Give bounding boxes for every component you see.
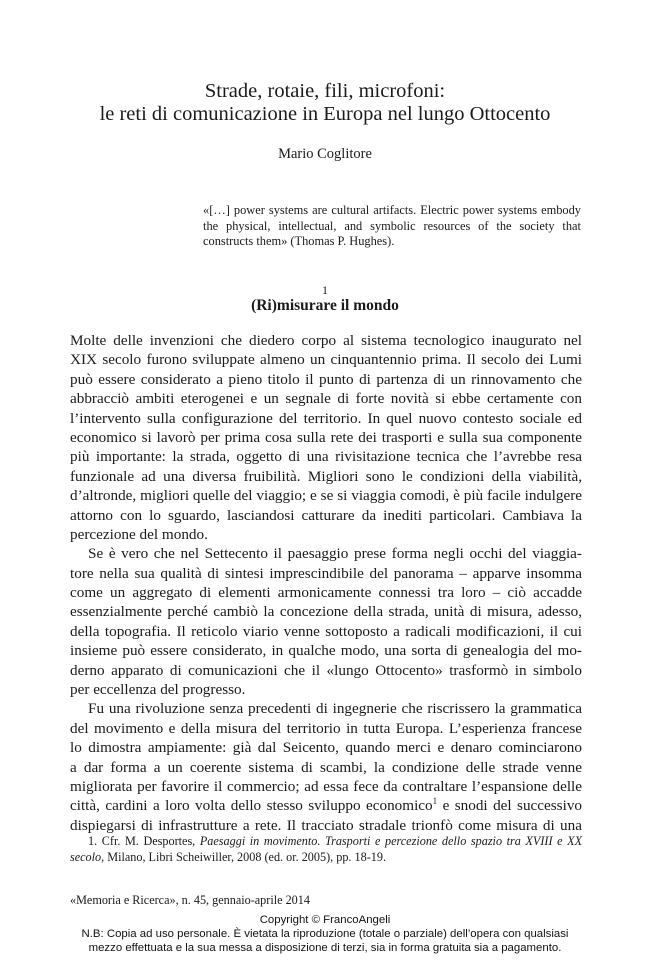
footnote-book-title-end: secolo — [70, 849, 102, 864]
title-line-2: le reti di comunicazione in Europa nel lungo Ottocento — [99, 103, 551, 125]
body-line: l’intervento sulla configurazione del territorio. In quel nuovo contesto sociale ed — [70, 409, 582, 427]
body-line: derno apparato di comunicazioni che il «lungo Ottocento» trasformò in simbolo — [70, 661, 582, 679]
footnote-number: 1. — [88, 834, 98, 848]
section-title: (Ri)misurare il mondo — [251, 297, 399, 314]
footnote-book-title: Paesaggi in movimento. Trasporti e percezione dello spazio tra XVIII e XX — [199, 834, 583, 848]
body-line: percezione del mondo. — [70, 525, 208, 543]
body-line: XIX secolo furono sviluppate almeno un cinquantennio prima. Il secolo dei Lumi — [70, 351, 582, 369]
body-line: tore nella sua qualità di sintesi imprescindibile del panorama – apparve insomma — [70, 564, 582, 582]
body-line: Se è vero che nel Settecento il paesaggio prese forma negli occhi del viaggia- — [88, 545, 582, 563]
body-line — [70, 796, 582, 815]
footnote-lead: Cfr. M. Desportes, — [101, 834, 196, 848]
body-line: Fu una rivoluzione senza precedenti di ingegnerie che riscrissero la grammatica — [88, 700, 582, 718]
body-text — [70, 331, 582, 835]
body-line: Molte delle invenzioni che diedero corpo al sistema tecnologico inaugurato nel — [70, 332, 582, 349]
body-line: economico si lavorò per prima cosa sulla rete dei trasporti e sulla sua componente — [70, 428, 582, 446]
footnote-line-1 — [70, 834, 582, 850]
author-name: Mario Coglitore — [278, 146, 372, 162]
title-line-1: Strade, rotaie, fili, microfoni: — [204, 80, 446, 102]
body-line: lo dimostra ampiamente: già dal Seicento, quando merci e denaro cominciarono — [70, 739, 582, 757]
body-line: d’altronde, migliori quelle del viaggio; e se si viaggia comodi, è più facile indulgere — [70, 487, 582, 505]
body-line: come un aggregato di elementi armonicamente connessi tra loro – ciò accadde — [70, 584, 582, 602]
copyright-line-3: mezzo effettuata e la sua messa a disposizione di terzi, sia in forma gratuita sia a pagamento. — [88, 942, 562, 954]
body-line: del movimento e della misura del territorio in tutta Europa. L’esperienza francese — [70, 719, 582, 737]
footnote-ref[interactable]: 1 — [432, 796, 438, 807]
body-line-part: città, cardini a loro volta dello stesso sviluppo economico — [70, 797, 433, 815]
footnote-line-2 — [70, 850, 582, 866]
body-line: attorno con lo sguardo, lasciandosi catturare da inediti particolari. Cambiava la — [70, 506, 582, 524]
body-line: per eccellenza del progresso. — [70, 681, 246, 699]
section-number: 1 — [322, 283, 328, 297]
footnote — [70, 834, 582, 865]
epigraph: «[…] power systems are cultural artifacts. Electric power systems embody the physical, intellectual, and symbolic resources of the society that constructs them» (Thomas P. Hughes). — [203, 203, 581, 248]
body-line: dispiegarsi di infrastrutture a rete. Il tracciato stradale trionfò come misura di una — [70, 816, 582, 834]
copyright-line-1: Copyright © FrancoAngeli — [259, 914, 391, 926]
footnote-citation: , Milano, Libri Scheiwiller, 2008 (ed. or. 2005), pp. 18-19. — [101, 849, 386, 864]
copyright-notice — [0, 913, 650, 955]
copyright-line-2: N.B: Copia ad uso personale. È vietata la riproduzione (totale o parziale) dell’opera con qualsiasi — [81, 928, 569, 940]
body-line: più importante: la strada, oggetto di una rivisitazione tecnica che l’avrebbe resa — [70, 448, 582, 466]
body-line: migliorata per favorire il commercio; ad essa fece da contraltare l’espansione delle — [70, 777, 582, 795]
body-line: della topografia. Il reticolo viario venne sottoposto a radicali modificazioni, il cui — [70, 622, 582, 640]
body-line: può essere considerato a pieno titolo il punto di partenza di un rinnovamento che — [70, 370, 582, 388]
journal-reference: «Memoria e Ricerca», n. 45, gennaio-aprile 2014 — [70, 893, 310, 907]
body-line: a dar forma a un coerente sistema di scambi, la condizione delle strade venne — [70, 758, 582, 776]
article-title — [0, 80, 650, 126]
body-line: insieme può essere considerato, in qualche modo, una sorta di genealogia del mo- — [70, 642, 582, 660]
body-line-part: e snodi del successivo — [442, 797, 583, 815]
body-line: essenzialmente perché cambiò la concezione della strada, unità di misura, adesso, — [70, 603, 582, 621]
body-line: abbracciò ambiti eterogenei e un segnale di forte novità si ebbe certamente con — [70, 390, 582, 408]
body-line: funzionale ad una diversa fruibilità. Migliori sono le condizioni della viabilità, — [70, 467, 582, 485]
